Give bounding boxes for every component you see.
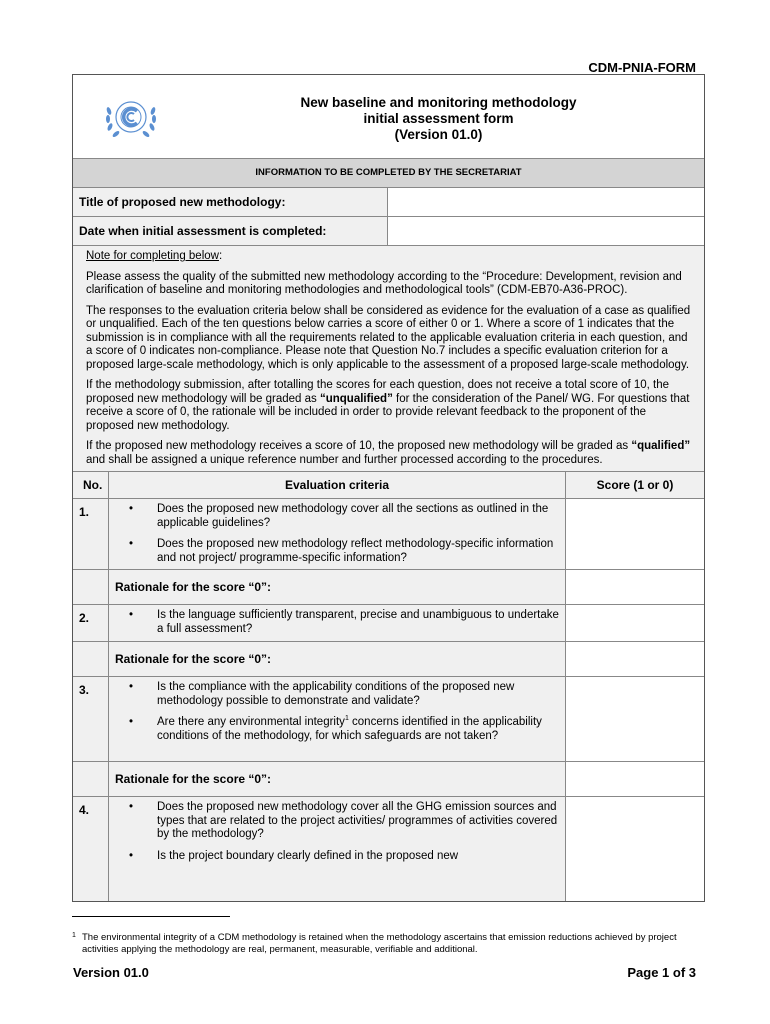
footnote bbox=[72, 932, 692, 956]
form-frame bbox=[72, 74, 705, 902]
q3-bullet-1: • Is the compliance with the applicability conditions of the proposed new methodology possible to demonstrate and validate? bbox=[109, 681, 559, 708]
header-no: No. bbox=[73, 472, 109, 498]
q4-bullet-1: • Does the proposed new methodology cover all the GHG emission sources and types that are related to the project activities/ programmes of activities covered by the methodology? bbox=[109, 801, 559, 842]
question-row-3 bbox=[73, 677, 704, 762]
rationale-label-2: Rationale for the score “0”: bbox=[109, 642, 566, 676]
notes-para-3-pre: If the methodology submission, after totalling the scores for each question, does not receive a total score of 10, the proposed new methodology will be graded as bbox=[86, 379, 670, 405]
rationale-label-1: Rationale for the score “0”: bbox=[109, 570, 566, 604]
header-criteria: Evaluation criteria bbox=[109, 472, 566, 498]
notes-title-suffix: : bbox=[218, 250, 223, 262]
question-row-4 bbox=[73, 797, 704, 902]
question-number-4: 4. bbox=[73, 797, 109, 902]
notes-title: Note for completing below bbox=[86, 250, 219, 262]
rationale-row-2 bbox=[73, 642, 704, 677]
score-field-2[interactable] bbox=[566, 605, 704, 641]
rationale-spacer-1 bbox=[73, 570, 109, 604]
criteria-table bbox=[73, 472, 704, 902]
notes-para-4-post: and shall be assigned a unique reference number and further processed according to the procedures. bbox=[86, 453, 603, 466]
secretariat-band: INFORMATION TO BE COMPLETED BY THE SECRETARIAT bbox=[73, 159, 704, 188]
footer-version: Version 01.0 bbox=[73, 965, 149, 980]
question-criteria-1 bbox=[109, 499, 566, 569]
notes-para-4 bbox=[86, 440, 696, 467]
rationale-spacer-3 bbox=[73, 762, 109, 796]
footnote-text: The environmental integrity of a CDM methodology is retained when the methodology ascertains that emission reductions achieved by project activities applying the methodology are real, permanent, measurable, verifiable and additional. bbox=[82, 932, 677, 955]
unqualified-term: “unqualified” bbox=[319, 392, 393, 405]
notes-heading bbox=[86, 250, 696, 264]
question-row-1 bbox=[73, 499, 704, 570]
question-criteria-2 bbox=[109, 605, 566, 641]
question-row-2 bbox=[73, 605, 704, 642]
score-field-4[interactable] bbox=[566, 797, 704, 902]
form-title bbox=[193, 95, 684, 143]
form-title-line-2: initial assessment form bbox=[363, 111, 514, 126]
footnote-ref: 1 bbox=[344, 715, 349, 723]
q3-bullet-2-post: concerns identified in the applicability conditions of the methodology, for which safeguards are not taken? bbox=[157, 716, 542, 742]
info-row-date bbox=[73, 217, 704, 246]
footnote-rule bbox=[72, 916, 230, 917]
score-field-3[interactable] bbox=[566, 677, 704, 761]
footer-page: Page 1 of 3 bbox=[627, 965, 696, 980]
question-criteria-4 bbox=[109, 797, 566, 902]
date-value-field[interactable] bbox=[388, 217, 704, 245]
question-number-1: 1. bbox=[73, 499, 109, 569]
info-row-title bbox=[73, 188, 704, 217]
rationale-field-3[interactable] bbox=[566, 762, 704, 796]
q3-bullet-2-pre: Are there any environmental integrity bbox=[157, 716, 345, 728]
header-score: Score (1 or 0) bbox=[566, 472, 704, 498]
rationale-spacer-2 bbox=[73, 642, 109, 676]
question-number-3: 3. bbox=[73, 677, 109, 761]
q1-bullet-2: • Does the proposed new methodology reflect methodology-specific information and not project/ programme-specific information? bbox=[109, 538, 559, 565]
q4-bullet-2: • Is the project boundary clearly defined in the proposed new bbox=[109, 850, 559, 864]
notes-para-2: The responses to the evaluation criteria below shall be considered as evidence for the evaluation of a case as qualified or unqualified. Each of the ten questions below carries a score of either 0 or 1. Where a score of 1 indicates that the submission is in compliance with all the requirements related to the applicable evaluation criteria in each question, and a score of 0 indicates non-compliance. Please note that Question No.7 includes a specific evaluation criterion for a proposed large-scale methodology, which is only applicable to the assessment of a proposed large-scale methodology. bbox=[86, 304, 691, 371]
notes-para-3 bbox=[86, 379, 696, 433]
rationale-row-1 bbox=[73, 570, 704, 605]
qualified-term: “qualified” bbox=[631, 440, 691, 452]
form-header bbox=[73, 75, 704, 159]
table-header-row bbox=[73, 472, 704, 499]
title-value-field[interactable] bbox=[388, 188, 704, 216]
question-number-2: 2. bbox=[73, 605, 109, 641]
unfccc-logo-icon bbox=[103, 95, 159, 143]
q1-bullet-1: • Does the proposed new methodology cover all the sections as outlined in the applicable guidelines? bbox=[109, 503, 559, 530]
notes-para-3-post: for the consideration of the Panel/ WG. For questions that receive a score of 0, the rationale will be included in order to provide relevant feedback to the proponent of the proposed new methodology. bbox=[86, 392, 690, 432]
notes-section bbox=[73, 246, 704, 472]
notes-para-4-pre: If the proposed new methodology receives a score of 10, the proposed new methodology will be graded as bbox=[86, 440, 632, 452]
form-title-line-3: (Version 01.0) bbox=[394, 127, 483, 142]
footnote-mark: 1 bbox=[72, 932, 76, 939]
notes-para-1: Please assess the quality of the submitted new methodology according to the “Procedure: Development, revision and clarification of baseline and monitoring methodologies and methodological tools” (CDM-EB70-A36-PROC). bbox=[86, 270, 682, 296]
rationale-row-3 bbox=[73, 762, 704, 797]
form-code: CDM-PNIA-FORM bbox=[588, 60, 696, 75]
question-criteria-3 bbox=[109, 677, 566, 761]
q3-bullet-2 bbox=[109, 716, 559, 743]
title-label: Title of proposed new methodology: bbox=[73, 188, 388, 216]
q2-bullet-1: • Is the language sufficiently transparent, precise and unambiguous to undertake a full assessment? bbox=[109, 609, 559, 636]
date-label: Date when initial assessment is completed: bbox=[73, 217, 388, 245]
rationale-field-2[interactable] bbox=[566, 642, 704, 676]
form-title-line-1: New baseline and monitoring methodology bbox=[300, 95, 577, 110]
rationale-label-3: Rationale for the score “0”: bbox=[109, 762, 566, 796]
score-field-1[interactable] bbox=[566, 499, 704, 569]
rationale-field-1[interactable] bbox=[566, 570, 704, 604]
